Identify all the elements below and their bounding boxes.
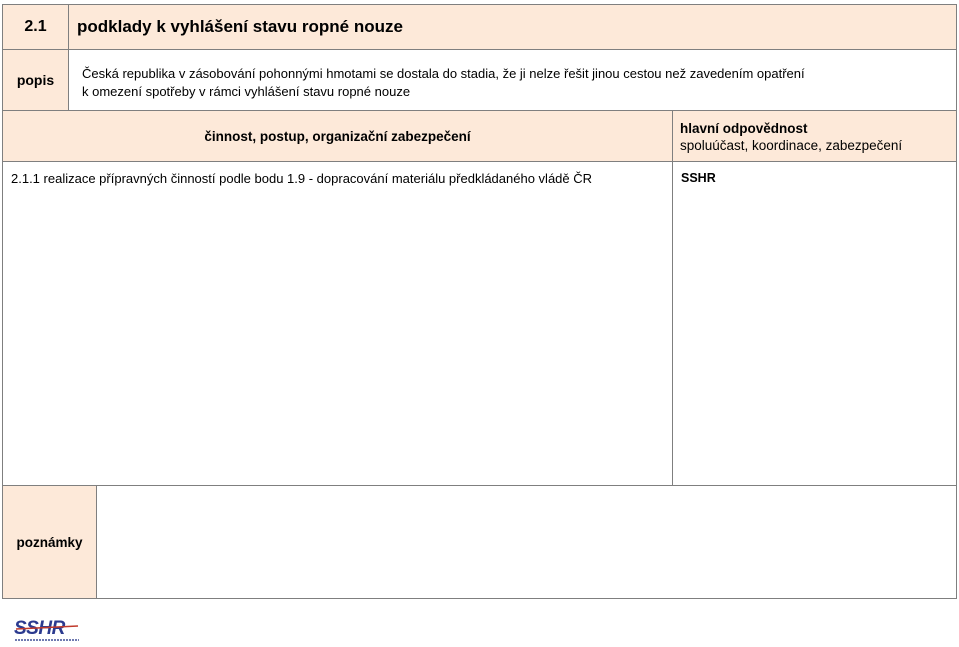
notes-content — [96, 485, 957, 599]
logo-swoosh-icon — [14, 619, 80, 639]
section-number: 2.1 — [2, 4, 69, 50]
sshr-logo-text: SSHR — [14, 618, 65, 639]
popis-text-line-2: k omezení spotřeby v rámci vyhlášení stavu ropné nouze — [82, 84, 411, 99]
activity-item: 2.1.1 realizace přípravných činností podle bodu 1.9 - dopracování materiálu předkládaného vládě ČR — [11, 171, 593, 186]
activity-cell — [2, 161, 673, 486]
column-header-activity: činnost, postup, organizační zabezpečení — [2, 110, 673, 162]
section-title: podklady k vyhlášení stavu ropné nouze — [68, 4, 957, 50]
popis-text — [68, 49, 957, 111]
responsibility-main-label: hlavní odpovědnost — [680, 121, 808, 136]
popis-label: popis — [2, 49, 69, 111]
responsibility-sub-label: spoluúčast, koordinace, zabezpečení — [680, 138, 903, 153]
notes-label: poznámky — [2, 485, 97, 599]
popis-text-line-1: Česká republika v zásobování pohonnými hmotami se dostala do stadia, že ji nelze řešit jinou cestou než zavedením opatření — [82, 66, 805, 81]
column-header-responsibility — [672, 110, 957, 162]
sshr-logo — [14, 619, 80, 645]
logo-subtitle-decoration — [15, 639, 79, 641]
responsibility-item: SSHR — [681, 171, 716, 185]
responsibility-cell — [672, 161, 957, 486]
